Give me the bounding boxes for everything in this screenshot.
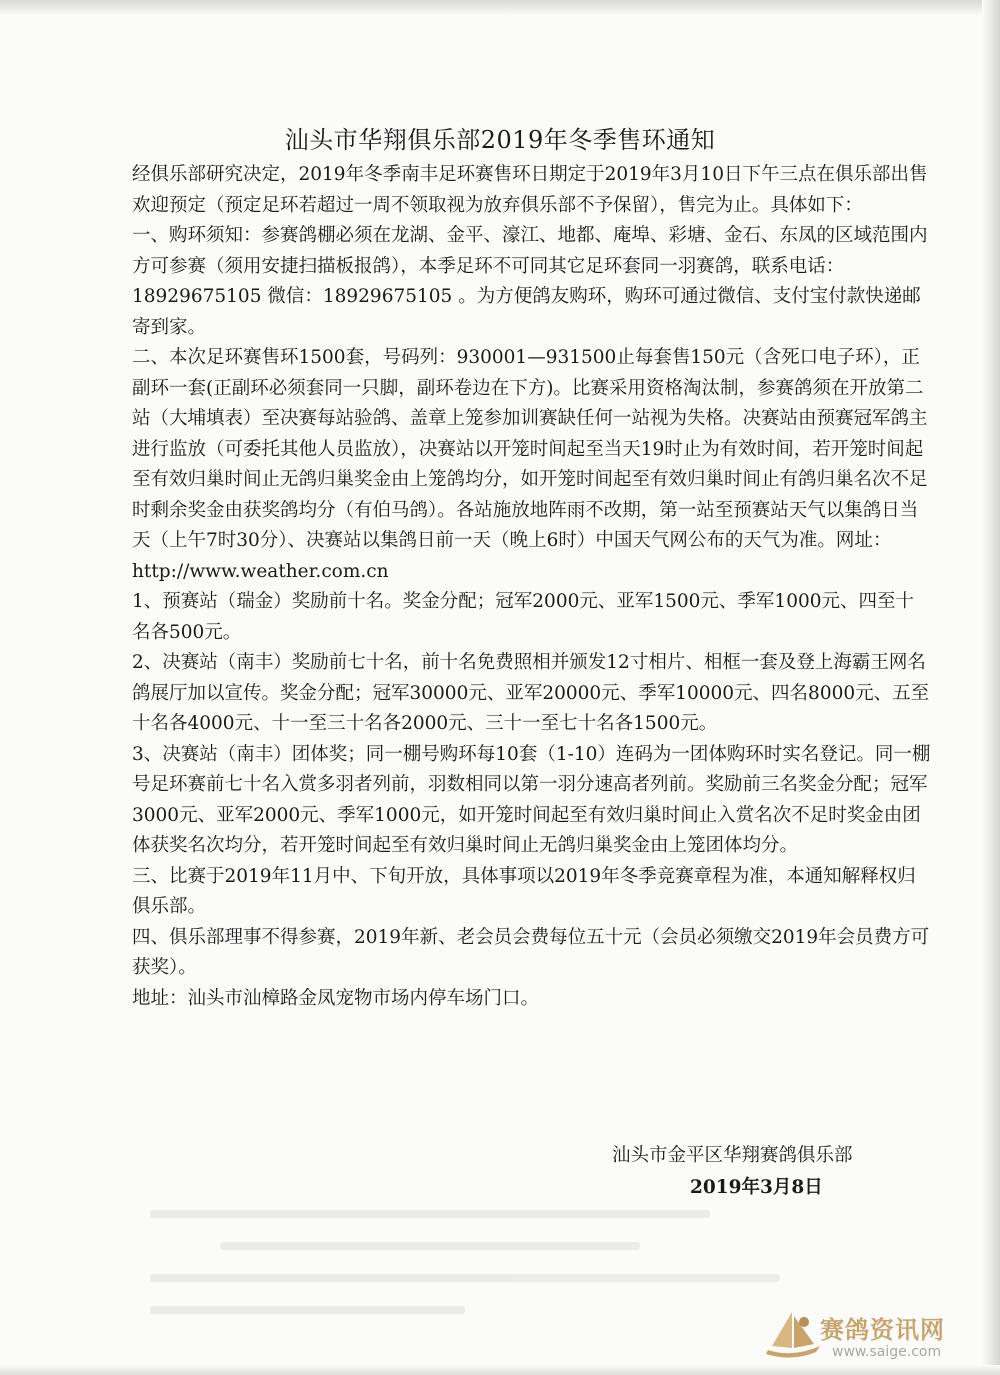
- signature-organization: 汕头市金平区华翔赛鸽俱乐部: [612, 1145, 853, 1166]
- paragraph-race-schedule: 三、比赛于2019年11月中、下旬开放，具体事项以2019年冬季竞赛章程为准，本通知解释权归俱乐部。: [132, 865, 916, 917]
- scan-edge-right: [982, 0, 1000, 1375]
- signature-block: [600, 1140, 920, 1204]
- paragraph-intro: 经俱乐部研究决定，2019年冬季南丰足环赛售环日期定于2019年3月10日下午三点在俱乐部出售欢迎预定（预定足环若超过一周不领取视为放弃俱乐部不予保留），售完为止。具体如下：: [132, 164, 928, 216]
- paragraph-team-prizes: 3、决赛站（南丰）团体奖；同一棚号购环每10套（1-10）连码为一团体购环时实名登记。同一棚号足环赛前七十名入赏多羽者列前，羽数相同以第一羽分速高者列前。奖励前三名奖金分配；冠军3000元、亚军2000元、季军1000元，如开笼时间起至有效归巢时间止入赏名次不足时奖金由团体获奖名次均分，若开笼时间起至有效归巢时间止无鸽归巢奖金由上笼团体均分。: [132, 743, 931, 856]
- paragraph-membership: 四、俱乐部理事不得参赛，2019年新、老会员会费每位五十元（会员必须缴交2019年会员费方可获奖）。: [132, 926, 930, 978]
- paragraph-purchase-notice: 一、购环须知：参赛鸽棚必须在龙湖、金平、濠江、地都、庵埠、彩塘、金石、东凤的区域范围内方可参赛（须用安捷扫描板报鸽），本季足环不可同其它足环套同一羽赛鸽，联系电话：18929675105 微信：18929675105 。为方便鸽友购环，购环可通过微信、支付宝付款快递邮寄到家。: [132, 225, 928, 338]
- document-body: [132, 160, 932, 1014]
- document-title: 汕头市华翔俱乐部2019年冬季售环通知: [284, 126, 716, 154]
- bleed-through-text: [150, 1210, 850, 1360]
- paragraph-race-rules: 二、本次足环赛售环1500套，号码列：930001—931500止每套售150元（含死口电子环），正副环一套(正副环必须套同一只脚，副环卷边在下方)。比赛采用资格淘汰制，参赛鸽须在开放第二站（大埔填表）至决赛每站验鸽、盖章上笼参加训赛缺任何一站视为失格。决赛站由预赛冠军鸽主进行监放（可委托其他人员监放），决赛站以开笼时间起至当天19时止为有效时间，若开笼时间起至有效归巢时间止无鸽归巢奖金由上笼鸽均分，如开笼时间起至有效归巢时间止有鸽归巢名次不足时剩余奖金由获奖鸽均分（有伯马鸽）。各站施放地阵雨不改期，第一站至预赛站天气以集鸽日当天（上午7时30分）、决赛站以集鸽日前一天（晚上6时）中国天气网公布的天气为准。网址：http://www.weather.com.cn: [132, 347, 928, 582]
- site-watermark: [758, 1300, 988, 1370]
- paragraph-address: 地址：汕头市汕樟路金凤宠物市场内停车场门口。: [132, 987, 540, 1009]
- pigeon-sail-logo-icon: [758, 1306, 828, 1362]
- paragraph-prelim-prizes: 1、预赛站（瑞金）奖励前十名。奖金分配；冠军2000元、亚军1500元、季军1000元、四至十名各500元。: [132, 591, 915, 643]
- scan-edge-top: [0, 0, 1000, 16]
- signature-date: 2019年3月8日: [690, 1177, 823, 1198]
- paragraph-final-prizes: 2、决赛站（南丰）奖励前七十名，前十名免费照相并颁发12寸相片、相框一套及登上海霸王网名鸽展厅加以宣传。奖金分配；冠军30000元、亚军20000元、季军10000元、四名8000元、五至十名各4000元、十一至三十名各2000元、三十一至七十名各1500元。: [132, 652, 930, 734]
- watermark-name: 赛鸽资讯网: [820, 1316, 945, 1344]
- watermark-url: www.saige.com: [832, 1344, 942, 1360]
